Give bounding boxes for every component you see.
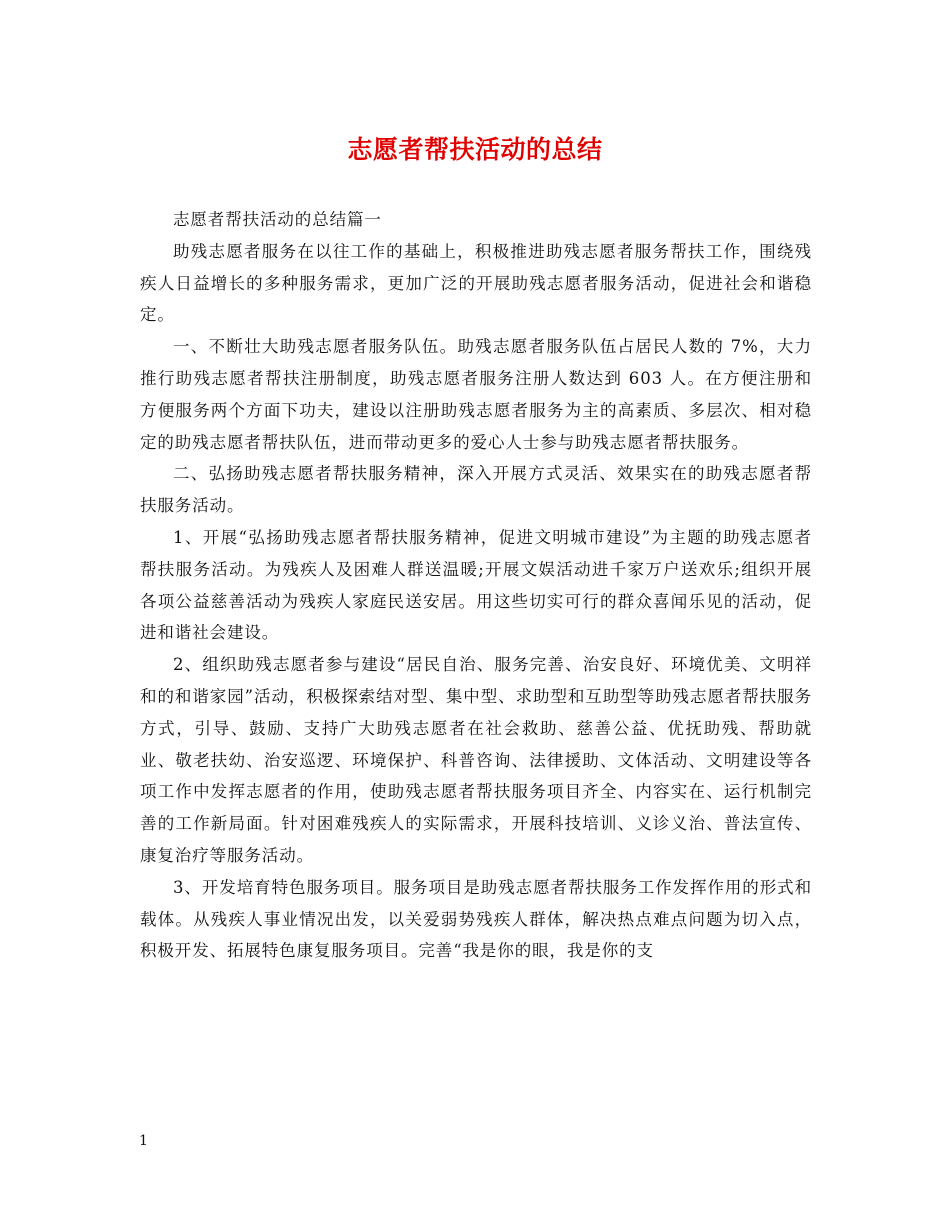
paragraph-item-1: 1、开展“弘扬助残志愿者帮扶服务精神，促进文明城市建设”为主题的助残志愿者帮扶服务活动。为残疾人及困难人群送温暖;开展文娱活动进千家万户送欢乐;组织开展各项公益慈善活动为残疾人家庭民送安居。用这些切实可行的群众喜闻乐见的活动，促进和谐社会建设。 — [140, 527, 812, 643]
paragraph-intro: 助残志愿者服务在以往工作的基础上，积极推进助残志愿者服务帮扶工作，围绕残疾人日益增长的多种服务需求，更加广泛的开展助残志愿者服务活动，促进社会和谐稳定。 — [140, 241, 812, 325]
paragraph-item-3: 3、开发培育特色服务项目。服务项目是助残志愿者帮扶服务工作发挥作用的形式和载体。从残疾人事业情况出发，以关爱弱势残疾人群体，解决热点难点问题为切入点，积极开发、拓展特色康复服务项目。完善“我是你的眼，我是你的支 — [140, 877, 812, 961]
section-heading: 志愿者帮扶活动的总结篇一 — [173, 210, 382, 229]
paragraph-item-2: 2、组织助残志愿者参与建设“居民自治、服务完善、治安良好、环境优美、文明祥和的和谐家园”活动，积极探索结对型、集中型、求助型和互助型等助残志愿者帮扶服务方式，引导、鼓励、支持广大助残志愿者在社会救助、慈善公益、优抚助残、帮助就业、敬老扶幼、治安巡逻、环境保护、科普咨询、法律援助、文体活动、文明建设等各项工作中发挥志愿者的作用，使助残志愿者帮扶服务项目齐全、内容实在、运行机制完善的工作新局面。针对困难残疾人的实际需求，开展科技培训、义诊义治、普法宣传、康复治疗等服务活动。 — [140, 655, 812, 865]
page-number: 1 — [139, 1133, 148, 1149]
document-title: 志愿者帮扶活动的总结 — [347, 135, 603, 164]
document-body — [140, 204, 812, 967]
paragraph-point-two: 二、弘扬助残志愿者帮扶服务精神，深入开展方式灵活、效果实在的助残志愿者帮扶服务活动。 — [140, 464, 812, 516]
paragraph-point-one: 一、不断壮大助残志愿者服务队伍。助残志愿者服务队伍占居民人数的 7%，大力推行助残志愿者帮扶注册制度，助残志愿者服务注册人数达到 603 人。在方便注册和方便服务两个方面下功夫，建设以注册助残志愿者服务为主的高素质、多层次、相对稳定的助残志愿者帮扶队伍，进而带动更多的爱心人士参与助残志愿者帮扶服务。 — [140, 337, 812, 452]
